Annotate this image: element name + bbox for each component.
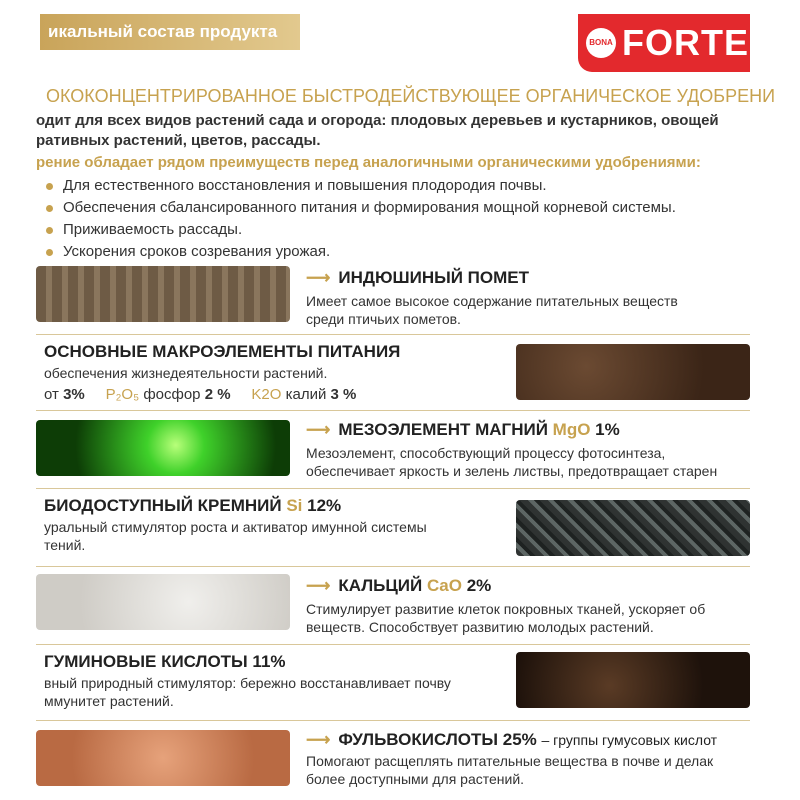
arrow-icon: ⟶ <box>306 730 331 749</box>
bullet-dot-icon <box>46 183 53 190</box>
humic-desc-2: ммунитет растений. <box>44 693 174 709</box>
macro-desc: обеспечения жизнедеятельности растений. <box>44 365 328 381</box>
silicon-desc-1: уральный стимулятор роста и активатор имунной системы <box>44 519 427 535</box>
brand-prefix: BONA <box>586 28 616 58</box>
brand-logo <box>578 14 750 72</box>
silicon-desc-2: тений. <box>44 537 86 553</box>
arrow-icon: ⟶ <box>306 268 331 287</box>
bullet-item: Обеспечения сбалансированного питания и формирования мощной корневой системы. <box>46 199 676 216</box>
divider <box>36 410 750 411</box>
bullet-dot-icon <box>46 227 53 234</box>
arrow-icon: ⟶ <box>306 576 331 595</box>
bullet-dot-icon <box>46 205 53 212</box>
fulvic-desc-2: более доступными для растений. <box>306 771 525 787</box>
stones-image <box>516 500 750 556</box>
suitability-line-2: ративных растений, цветов, рассады. <box>36 132 321 149</box>
pellets-image <box>36 266 290 322</box>
divider <box>36 334 750 335</box>
suitability-line-1: одит для всех видов растений сада и огорода: плодовых деревьев и кустарников, овощей <box>36 112 719 129</box>
humic-title: ГУМИНОВЫЕ КИСЛОТЫ 11% <box>44 652 286 671</box>
arrow-icon: ⟶ <box>306 420 331 439</box>
powder-image <box>36 574 290 630</box>
turkey-manure-desc-1: Имеет самое высокое содержание питательных веществ <box>306 293 678 309</box>
brand-name: FORTE <box>622 22 749 63</box>
fulvic-image <box>36 730 290 786</box>
macro-values: от 3% P₂O₅ фосфор 2 % K2O калий 3 % <box>44 386 357 403</box>
soil-image <box>516 344 750 400</box>
turkey-manure-desc-2: среди птичьих пометов. <box>306 311 461 327</box>
macro-title: ОСНОВНЫЕ МАКРОЭЛЕМЕНТЫ ПИТАНИЯ <box>44 342 401 361</box>
fulvic-desc-1: Помогают расщеплять питательные вещества в почве и делак <box>306 753 714 769</box>
magnesium-image <box>36 420 290 476</box>
divider <box>36 720 750 721</box>
divider <box>36 488 750 489</box>
divider <box>36 566 750 567</box>
silicon-title: БИОДОСТУПНЫЙ КРЕМНИЙ Si 12% <box>44 496 342 515</box>
bullet-dot-icon <box>46 249 53 256</box>
divider <box>36 644 750 645</box>
calcium-desc-2: веществ. Способствует развитию молодых растений. <box>306 619 654 635</box>
bullet-item: Приживаемость рассады. <box>46 221 242 238</box>
calcium-desc-1: Стимулирует развитие клеток покровных тканей, ускоряет об <box>306 601 706 617</box>
bullet-item: Для естественного восстановления и повышения плодородия почвы. <box>46 177 547 194</box>
magnesium-title: ⟶ МЕЗОЭЛЕМЕНТ МАГНИЙ MgO 1% <box>306 420 620 439</box>
humic-desc-1: вный природный стимулятор: бережно восстанавливает почву <box>44 675 451 691</box>
turkey-manure-title: ⟶ ИНДЮШИНЫЙ ПОМЕТ <box>306 268 530 287</box>
magnesium-desc-2: обеспечивает яркость и зелень листвы, предотвращает старен <box>306 463 718 479</box>
header-banner: икальный состав продукта <box>40 14 300 50</box>
fulvic-title: ⟶ ФУЛЬВОКИСЛОТЫ 25% – группы гумусовых кислот <box>306 730 718 749</box>
bullet-item: Ускорения сроков созревания урожая. <box>46 243 330 260</box>
magnesium-desc-1: Мезоэлемент, способствующий процессу фотосинтеза, <box>306 445 666 461</box>
headline: ОКОКОНЦЕНТРИРОВАННОЕ БЫСТРОДЕЙСТВУЮЩЕЕ ОРГАНИЧЕСКОЕ УДОБРЕНИ <box>46 86 776 106</box>
advantages-note: рение обладает рядом преимуществ перед аналогичными органическими удобрениями: <box>36 154 701 171</box>
calcium-title: ⟶ КАЛЬЦИЙ CaO 2% <box>306 576 492 595</box>
humic-image <box>516 652 750 708</box>
